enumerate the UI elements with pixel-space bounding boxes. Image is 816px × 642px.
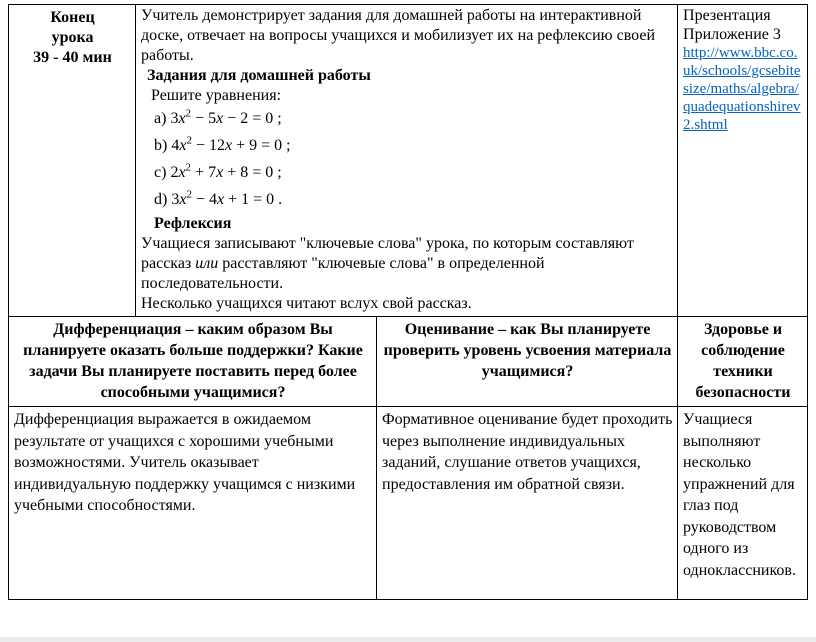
lesson-plan-table: [8, 4, 808, 600]
table-row-section-bodies: [9, 407, 808, 600]
equation-c: c) $2x^2 + 7x + 8 = 0$ ;: [154, 161, 282, 181]
reflection-note: Несколько учащихся читают вслух свой рассказ.: [141, 295, 472, 312]
reflection-text-part1: Учащиеся записывают "ключевые слова" урока, по которым составляют рассказ: [141, 235, 634, 272]
equation-b: b) $4x^2 - 12x + 9 = 0$ ;: [154, 134, 291, 154]
resources-cell: [678, 5, 808, 317]
stage-title: Конец урока: [50, 9, 95, 46]
assessment-header-cell: Оценивание – как Вы планируете проверить уровень усвоения материала учащимися?: [377, 317, 678, 407]
table-row-section-headers: [9, 317, 808, 407]
reflection-heading: Рефлексия: [154, 215, 232, 232]
differentiation-header-cell: Дифференциация – каким образом Вы планируете оказать больше поддержки? Какие задачи Вы планируете поставить перед более способными учащимися?: [9, 317, 377, 407]
stage-cell: [9, 5, 136, 317]
reflection-text: [141, 234, 673, 294]
resource-link[interactable]: http://www.bbc.co.uk/schools/gcsebitesize/maths/algebra/quadequationshirev2.shtml: [683, 45, 801, 133]
homework-heading: Задания для домашней работы: [147, 67, 371, 84]
assessment-body-cell: Формативное оценивание будет проходить через выполнение индивидуальных заданий, слушание ответов учащихся, предоставления им обратной связи.: [377, 407, 678, 600]
resource-presentation: Презентация: [683, 7, 771, 24]
health-header-cell: Здоровье и соблюдение техники безопасности: [678, 317, 808, 407]
reflection-text-part2: расставляют "ключевые слова" в определенной последовательности.: [141, 255, 545, 292]
table-row-end-stage: [9, 5, 808, 317]
equation-d: d) $3x^2 - 4x + 1 = 0$ .: [154, 188, 283, 208]
activities-cell: [136, 5, 678, 317]
equation-a: a) $3x^2 - 5x - 2 = 0$ ;: [154, 107, 282, 127]
resource-appendix: Приложение 3: [683, 26, 781, 43]
differentiation-body-cell: Дифференциация выражается в ожидаемом результате от учащихся с хорошими учебными возможностями. Учитель оказывает индивидуальную поддержку учащимся с низкими учебными способностями.: [9, 407, 377, 600]
reflection-text-italic: или: [195, 255, 219, 272]
solve-instruction: Решите уравнения:: [151, 87, 282, 104]
health-body-cell: Учащиеся выполняют несколько упражнений для глаз под руководством одного из одноклассников.: [678, 407, 808, 600]
page-edge: [0, 637, 816, 642]
stage-time: 39 - 40 мин: [33, 49, 112, 66]
homework-intro-text: Учитель демонстрирует задания для домашней работы на интерактивной доске, отвечает на вопросы учащихся и мобилизует их на рефлексию своей работы.: [141, 7, 656, 64]
